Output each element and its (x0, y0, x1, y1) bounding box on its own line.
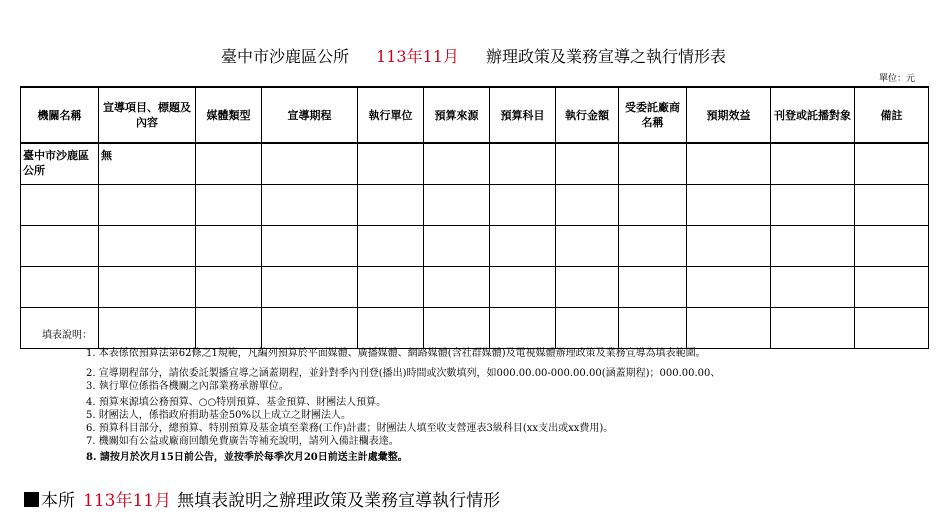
table-cell (490, 143, 556, 185)
table-cell (196, 308, 262, 349)
footer-statement (24, 486, 500, 511)
footer-prefix: 本所 (41, 491, 75, 511)
title-period: 113年11月 (376, 47, 459, 66)
header-benefit: 預期效益 (687, 87, 771, 143)
table-cell (771, 226, 855, 267)
table-cell (490, 308, 556, 349)
table-row (21, 308, 929, 349)
table-header-row (21, 87, 929, 143)
table-cell (99, 226, 196, 267)
note-item: 7. 機關如有公益或廠商回饋免費廣告等補充說明，請列入備註欄表達。 (86, 436, 399, 447)
header-target: 刊登或託播對象 (771, 87, 855, 143)
table-cell (490, 267, 556, 308)
table-cell (687, 267, 771, 308)
note-item: 6. 預算科目部分，總預算、特別預算及基金填至業務(工作)計畫；財團法人填至收支營運表3級科目(xx支出或xx費用)。 (86, 423, 614, 434)
unit-label: 單位：元 (878, 74, 915, 84)
black-square-icon (24, 492, 39, 507)
table-cell (556, 226, 619, 267)
table-cell (490, 226, 556, 267)
table-cell (556, 267, 619, 308)
table-cell (424, 185, 490, 226)
header-amount: 執行金額 (556, 87, 619, 143)
table-cell (424, 308, 490, 349)
table-cell (358, 308, 424, 349)
table-cell (556, 143, 619, 185)
table-cell (771, 185, 855, 226)
table-cell (424, 267, 490, 308)
table-cell (262, 185, 358, 226)
table-cell (687, 226, 771, 267)
table-cell (424, 226, 490, 267)
table-cell (21, 185, 99, 226)
header-agency: 機關名稱 (21, 87, 99, 143)
note-item: 5. 財團法人，係指政府捐助基金50%以上成立之財團法人。 (86, 410, 351, 421)
header-budget-item: 預算科目 (490, 87, 556, 143)
table-cell (262, 226, 358, 267)
table-cell (99, 308, 196, 349)
table-cell (619, 226, 687, 267)
table-cell (687, 143, 771, 185)
table-row (21, 185, 929, 226)
table-cell (556, 308, 619, 349)
table-cell (490, 185, 556, 226)
table-cell (771, 267, 855, 308)
table-cell (21, 226, 99, 267)
header-item: 宣導項目、標題及內容 (99, 87, 196, 143)
table-cell (196, 226, 262, 267)
report-title (0, 44, 947, 67)
table-cell (196, 143, 262, 185)
footer-period: 113年11月 (83, 491, 172, 511)
table-cell (99, 267, 196, 308)
table-cell: 臺中市沙鹿區公所 (21, 143, 99, 185)
table-cell (687, 185, 771, 226)
table-cell (855, 267, 929, 308)
header-media-type: 媒體類型 (196, 87, 262, 143)
table-cell (619, 308, 687, 349)
table-cell (424, 143, 490, 185)
note-item: 8. 請按月於次月15日前公告，並按季於每季次月20日前送主計處彙整。 (86, 452, 408, 463)
notes-title: 填表說明： (42, 330, 92, 341)
note-item: 1. 本表係依預算法第62條之1規範，凡編列預算於平面媒體、廣播媒體、網路媒體(含社群媒體)及電視媒體辦理政策及業務宣導為填表範圍。 (86, 348, 706, 359)
header-budget-source: 預算來源 (424, 87, 490, 143)
table-cell (196, 185, 262, 226)
table-cell (619, 267, 687, 308)
note-item: 3. 執行單位係指各機關之內部業務承辦單位。 (86, 381, 289, 392)
table-row (21, 143, 929, 185)
table-row (21, 267, 929, 308)
table-cell (262, 143, 358, 185)
table-cell (771, 143, 855, 185)
table-cell (619, 143, 687, 185)
table-cell (196, 267, 262, 308)
note-item: 4. 預算來源填公務預算、○○特別預算、基金預算、財團法人預算。 (86, 397, 387, 408)
table-cell (855, 143, 929, 185)
table-cell (619, 185, 687, 226)
table-cell (358, 267, 424, 308)
table-cell (556, 185, 619, 226)
table-cell (262, 308, 358, 349)
table-cell (21, 267, 99, 308)
table-cell: 無 (99, 143, 196, 185)
table-cell (358, 226, 424, 267)
table-cell (855, 226, 929, 267)
table-cell (855, 185, 929, 226)
table-cell (771, 308, 855, 349)
table-cell (358, 143, 424, 185)
header-exec-unit: 執行單位 (358, 87, 424, 143)
title-agency: 臺中市沙鹿區公所 (220, 47, 349, 66)
note-item: 2. 宣導期程部分，請依委託製播宣導之涵蓋期程，並針對季內刊登(播出)時間或次數填列，如000.00.00-000.00.00(涵蓋期程)；000.00.00、 (86, 368, 721, 379)
header-contractor: 受委託廠商名稱 (619, 87, 687, 143)
footer-text: 無填表說明之辦理政策及業務宣導執行情形 (177, 491, 501, 511)
table-row (21, 226, 929, 267)
table-cell (99, 185, 196, 226)
title-subject: 辦理政策及業務宣導之執行情形表 (486, 47, 727, 66)
table-cell (262, 267, 358, 308)
table-cell (358, 185, 424, 226)
notes-list (86, 347, 720, 464)
header-remarks: 備註 (855, 87, 929, 143)
header-schedule: 宣導期程 (262, 87, 358, 143)
report-table (20, 86, 929, 349)
table-cell (687, 308, 771, 349)
table-cell (855, 308, 929, 349)
